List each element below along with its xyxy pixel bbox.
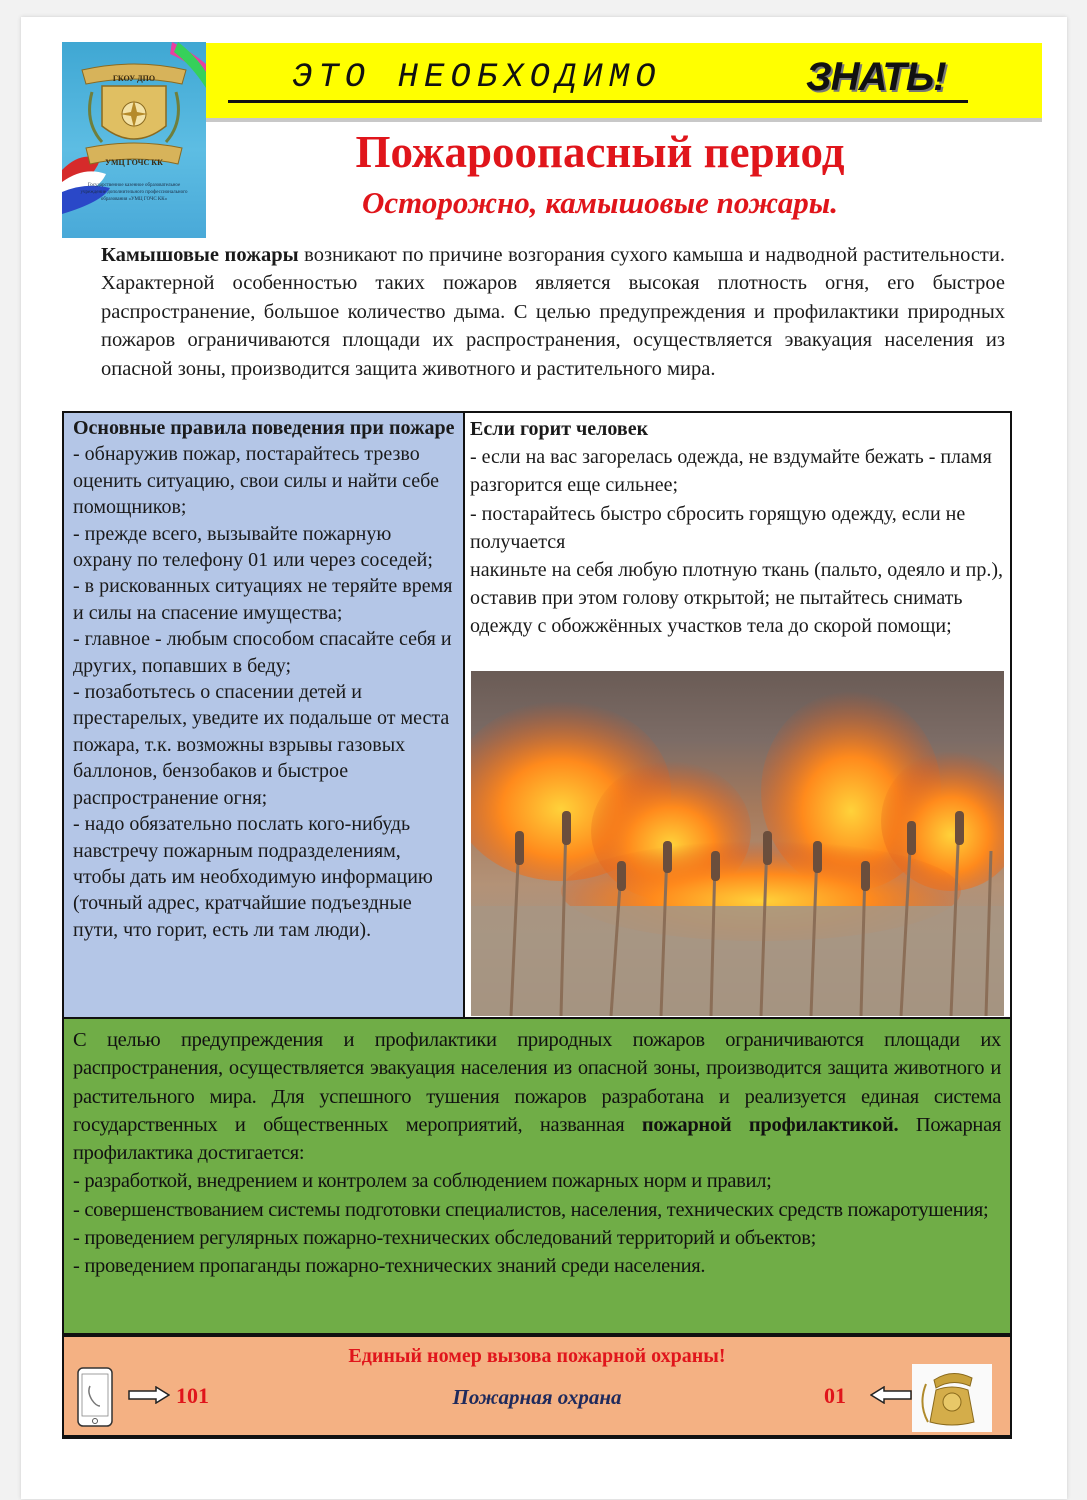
prevention-item: - разработкой, внедрением и контролем за соблюдением пожарных норм и правил; xyxy=(73,1170,772,1193)
mobile-emergency-number: 101 xyxy=(176,1383,209,1408)
logo-top-ribbon: ГКОУ ДПО xyxy=(112,74,156,83)
prevention-text-end: Пожарная профилактика достигается: xyxy=(73,1113,1002,1165)
fire-illustration-icon xyxy=(471,671,1004,1016)
landline-emergency-number: 01 xyxy=(824,1383,846,1408)
emblem-icon xyxy=(62,42,206,238)
fire-service-label: Пожарная охрана xyxy=(452,1385,622,1409)
page-title: Пожароопасный период xyxy=(355,127,845,177)
prevention-section xyxy=(62,1019,1012,1335)
prevention-item: - проведением регулярных пожарно-технических обследований территорий и объектов; xyxy=(73,1227,816,1250)
rules-item: - прежде всего, вызывайте пожарную охрану по телефону 01 или через соседей; xyxy=(73,522,433,572)
person-on-fire-heading: Если горит человек xyxy=(470,418,649,440)
logo-bottom-ribbon: УМЦ ГОЧС КК xyxy=(105,158,163,167)
prevention-term: пожарной профилактикой. xyxy=(641,1113,899,1136)
person-on-fire-column xyxy=(465,413,1010,1017)
logo-caption: Государственное казенное образовательное учреждение дополнительного профессионального образования «УМЦ ГОЧС КК» xyxy=(80,183,188,202)
footer-title: Единый номер вызова пожарной охраны! xyxy=(348,1345,726,1367)
rules-item: - надо обязательно послать кого-нибудь навстречу пожарным подразделениям, чтобы дать им необходимую информацию (точный адрес, кратчайшие подъездные пути, что горит, есть ли там люди). xyxy=(73,813,433,941)
reed-fire-photo xyxy=(471,671,1004,1016)
rules-heading: Основные правила поведения при пожаре xyxy=(73,417,455,439)
rules-item: - обнаружив пожар, постарайтесь трезво оценить ситуацию, свои силы и найти себе помощников; xyxy=(73,443,439,519)
header-banner xyxy=(206,43,1042,122)
rules-item: - в рискованных ситуациях не теряйте время и силы на спасение имущества; xyxy=(73,575,453,624)
prevention-paragraph xyxy=(73,1026,1001,1167)
rotary-telephone-icon xyxy=(912,1364,992,1432)
banner-text: ЭТО НЕОБХОДИМО xyxy=(292,59,662,97)
organization-logo xyxy=(62,42,206,238)
arrow-left-icon xyxy=(870,1386,912,1404)
prevention-text: С целью предупреждения и профилактики природных пожаров ограничиваются площади их распространения, осуществляется эвакуация населения из опасной зоны, производится защита животного и растительного мира. Для успешного тушения пожаров разработана и реализуется единая система государственных и общественных мероприятий, названная xyxy=(73,1029,1001,1136)
page-subtitle: Осторожно, камышовые пожары. xyxy=(361,185,839,220)
intro-text: возникают по причине возгорания сухого камыша и надводной растительности. Характерной особенностью таких пожаров является высокая плотность огня, его быстрое распространение, большое количество дыма. С целью предупреждения и профилактики природных пожаров ограничиваются площади их распространения, осуществляется эвакуация населения из опасной зоны, производится защита животного и растительного мира. xyxy=(101,244,1005,380)
info-columns xyxy=(62,411,1012,1019)
emergency-footer xyxy=(62,1335,1012,1439)
person-on-fire-item: - постарайтесь быстро сбросить горящую одежду, если не получается xyxy=(470,502,966,553)
banner-emphasis: ЗНАТЬ! xyxy=(806,55,946,99)
intro-paragraph xyxy=(101,241,1005,383)
prevention-item: - совершенствованием системы подготовки специалистов, населения, технических средств пожаротушения; xyxy=(73,1198,989,1221)
rules-item: - позаботьтесь о спасении детей и престарелых, уведите их подальше от места пожара, т.к. возможны взрывы газовых баллонов, бензобаков и быстрое распространение огня; xyxy=(73,681,450,809)
rules-item: - главное - любым способом спасайте себя и других, попавших в беду; xyxy=(73,628,452,677)
intro-lead: Камышовые пожары xyxy=(101,244,299,266)
rules-column xyxy=(64,413,465,1017)
person-on-fire-item: накиньте на себя любую плотную ткань (пальто, одеяло и пр.), оставив при этом голову открытой; не пытайтесь снимать одежду с обожжённых участков тела до скорой помощи; xyxy=(470,559,1004,638)
person-on-fire-item: - если на вас загорелась одежда, не вздумайте бежать - пламя разгорится еще сильнее; xyxy=(470,446,992,497)
prevention-item: - проведением пропаганды пожарно-технических знаний среди населения. xyxy=(73,1255,706,1278)
banner-underline xyxy=(228,100,968,103)
